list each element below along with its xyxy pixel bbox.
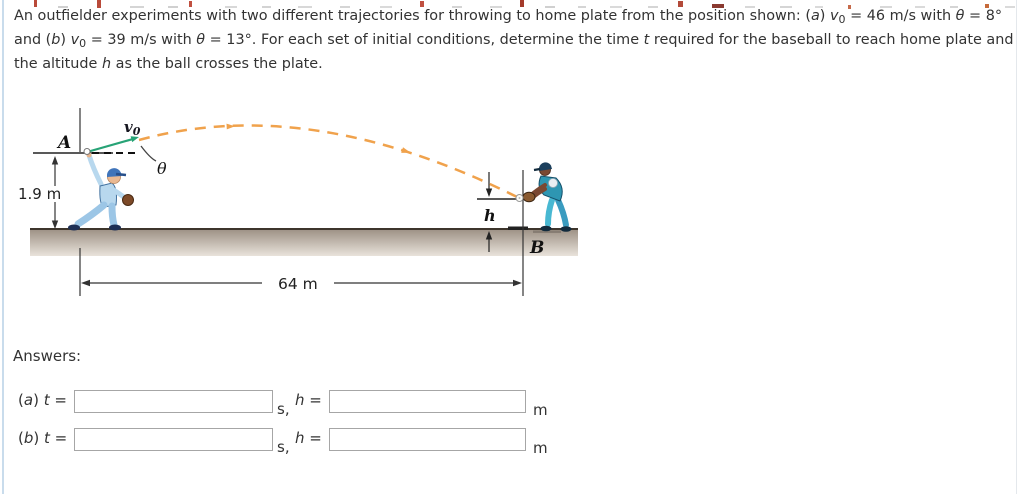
v0-subscript: 0 bbox=[132, 125, 141, 138]
answer-b-h-unit: m bbox=[533, 439, 548, 457]
ball-at-plate-dot bbox=[519, 197, 521, 199]
problem-line-1: An outfielder experiments with two different trajectories for throwing to home plate from the position shown: (a) $v_0 = 46$ m/s with θ = 8° bbox=[14, 8, 1003, 26]
velocity-vector bbox=[87, 136, 139, 152]
answer-a-t-label: (a) t = bbox=[18, 391, 67, 409]
release-reference-lines bbox=[33, 108, 113, 153]
v0-symbol: v bbox=[124, 118, 133, 136]
point-a-label: A bbox=[58, 133, 72, 153]
distance-label: 64 m bbox=[278, 275, 318, 293]
problem-line-2: and (b) $v_0 = 39$ m/s with θ = 13°. For each set of initial conditions, determine the time t required for the baseball to reach home plate and bbox=[14, 32, 1014, 50]
answer-b-t-input[interactable] bbox=[74, 428, 273, 451]
answers-heading: Answers: bbox=[13, 347, 82, 365]
theta-label: θ bbox=[157, 159, 167, 178]
ball-at-release bbox=[84, 149, 90, 155]
outfielder-figure bbox=[68, 153, 134, 231]
release-height-label: 1.9 m bbox=[18, 185, 62, 203]
theta-leader-line bbox=[141, 146, 156, 161]
answer-b-t-label: (b) t = bbox=[18, 429, 68, 447]
home-plate bbox=[508, 227, 528, 231]
answer-a-t-input[interactable] bbox=[74, 390, 273, 413]
trajectory-arrowhead bbox=[401, 147, 411, 153]
problem-line-3: the altitude h as the ball crosses the plate. bbox=[14, 56, 323, 72]
catcher-figure bbox=[523, 162, 572, 233]
problem-statement bbox=[14, 6, 1018, 75]
answer-b-h-input[interactable] bbox=[329, 428, 526, 451]
answer-a-h-unit: m bbox=[533, 401, 548, 419]
ground bbox=[30, 229, 578, 256]
h-label: h bbox=[484, 206, 496, 225]
trajectory-diagram bbox=[0, 95, 600, 310]
point-b-label: B bbox=[530, 238, 545, 258]
answer-a-h-label: h = bbox=[295, 391, 322, 409]
answer-b-t-unit: s, bbox=[277, 438, 290, 456]
v0-label bbox=[124, 118, 141, 138]
trajectory-path bbox=[139, 124, 519, 198]
answer-a-t-unit: s, bbox=[277, 400, 290, 418]
answer-b-h-label: h = bbox=[295, 429, 322, 447]
answer-a-h-input[interactable] bbox=[329, 390, 526, 413]
